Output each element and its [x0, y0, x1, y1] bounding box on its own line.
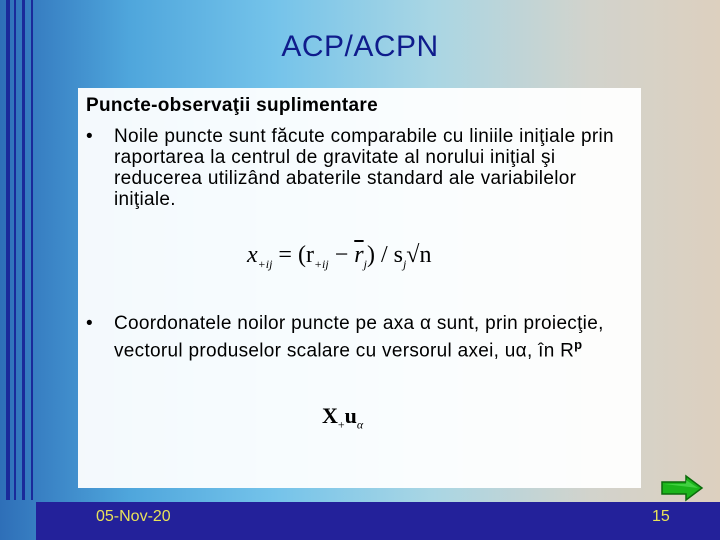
bullet-dot: •: [86, 313, 93, 334]
right-arrow-icon[interactable]: [660, 474, 704, 502]
standardization-formula: $x_{+ij} = (r_{+ij} - \overline{r}_j) / s_j√n$: [247, 242, 432, 271]
bullet-dot: •: [86, 126, 93, 147]
bullet-text-1: Noile puncte sunt făcute comparabile cu liniile iniţiale prin raportarea la centrul de gravitate al norului iniţial şi reducerea utilizând abaterile standard ale variabilelor iniţiale.: [114, 126, 614, 210]
page-number: 15: [652, 508, 670, 525]
footer-date: 05-Nov-20: [96, 508, 171, 525]
bullet-text-2: Coordonatele noilor puncte pe axa α sunt, prin proiecţie, vectorul produselor scalare cu versorul axei, uα, în $R^p$: [114, 313, 604, 362]
projection-formula: $X_+u_\alpha$: [322, 403, 364, 432]
slide-title: ACP/ACPN: [281, 30, 439, 63]
left-decor-bar: [0, 0, 36, 540]
section-heading: Puncte-observaţii suplimentare: [86, 95, 378, 116]
